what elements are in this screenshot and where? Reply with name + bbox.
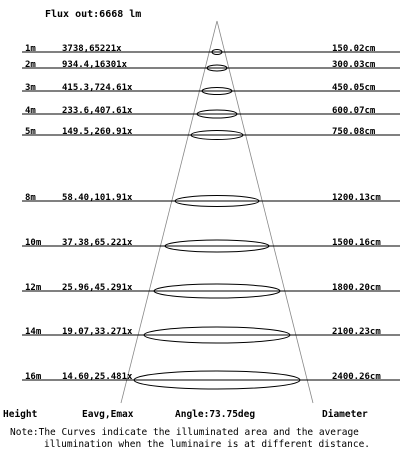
- diameter-column-label: Diameter: [322, 409, 368, 420]
- row-height-label: 4m: [25, 106, 36, 116]
- cone-left-edge: [121, 21, 217, 403]
- distance-row: [22, 283, 400, 298]
- row-illuminance-label: 58.40,101.91x: [62, 193, 133, 203]
- row-illuminance-label: 25.96,45.291x: [62, 283, 133, 293]
- distance-row: [22, 83, 400, 95]
- cone-right-edge: [217, 21, 313, 403]
- row-illuminance-label: 233.6,407.61x: [62, 106, 133, 116]
- beam-angle-label: Angle:73.75deg: [175, 409, 256, 420]
- height-column-label: Height: [3, 409, 38, 420]
- row-illuminance-label: 415.3,724.61x: [62, 83, 133, 93]
- row-diameter-label: 450.05cm: [332, 83, 376, 93]
- distance-row: [22, 106, 400, 118]
- row-diameter-label: 600.07cm: [332, 106, 376, 116]
- note-line-2: illumination when the luminaire is at different distance.: [44, 439, 371, 450]
- distance-row: [22, 371, 400, 389]
- row-illuminance-label: 37.38,65.221x: [62, 238, 133, 248]
- note-line-1: Note:The Curves indicate the illuminated area and the average: [10, 427, 359, 438]
- row-diameter-label: 2400.26cm: [332, 372, 381, 382]
- row-height-label: 3m: [25, 83, 36, 93]
- row-height-label: 10m: [25, 238, 42, 248]
- row-illuminance-label: 19.07,33.271x: [62, 327, 133, 337]
- row-diameter-label: 750.08cm: [332, 127, 376, 137]
- row-height-label: 16m: [25, 372, 42, 382]
- row-diameter-label: 300.03cm: [332, 60, 376, 70]
- distance-row: [22, 127, 400, 140]
- row-diameter-label: 1500.16cm: [332, 238, 381, 248]
- row-diameter-label: 150.02cm: [332, 44, 376, 54]
- distance-rows: [22, 44, 400, 389]
- distance-row: [22, 238, 400, 252]
- row-diameter-label: 1800.20cm: [332, 283, 381, 293]
- flux-out-label: Flux out:6668 lm: [45, 9, 142, 20]
- row-height-label: 8m: [25, 193, 36, 203]
- row-height-label: 1m: [25, 44, 36, 54]
- row-illuminance-label: 14.60,25.481x: [62, 372, 133, 382]
- distance-row: [22, 327, 400, 343]
- row-height-label: 5m: [25, 127, 36, 137]
- note-text: [10, 427, 410, 451]
- row-diameter-label: 2100.23cm: [332, 327, 381, 337]
- row-illuminance-label: 3738,65221x: [62, 44, 122, 54]
- distance-row: [22, 193, 400, 207]
- row-height-label: 12m: [25, 283, 42, 293]
- eavg-emax-column-label: Eavg,Emax: [82, 409, 134, 420]
- distance-row: [22, 60, 400, 71]
- row-height-label: 14m: [25, 327, 42, 337]
- row-diameter-label: 1200.13cm: [332, 193, 381, 203]
- row-illuminance-label: 149.5,260.91x: [62, 127, 133, 137]
- row-height-label: 2m: [25, 60, 36, 70]
- row-illuminance-label: 934.4,16301x: [62, 60, 128, 70]
- beam-cone: [121, 21, 313, 403]
